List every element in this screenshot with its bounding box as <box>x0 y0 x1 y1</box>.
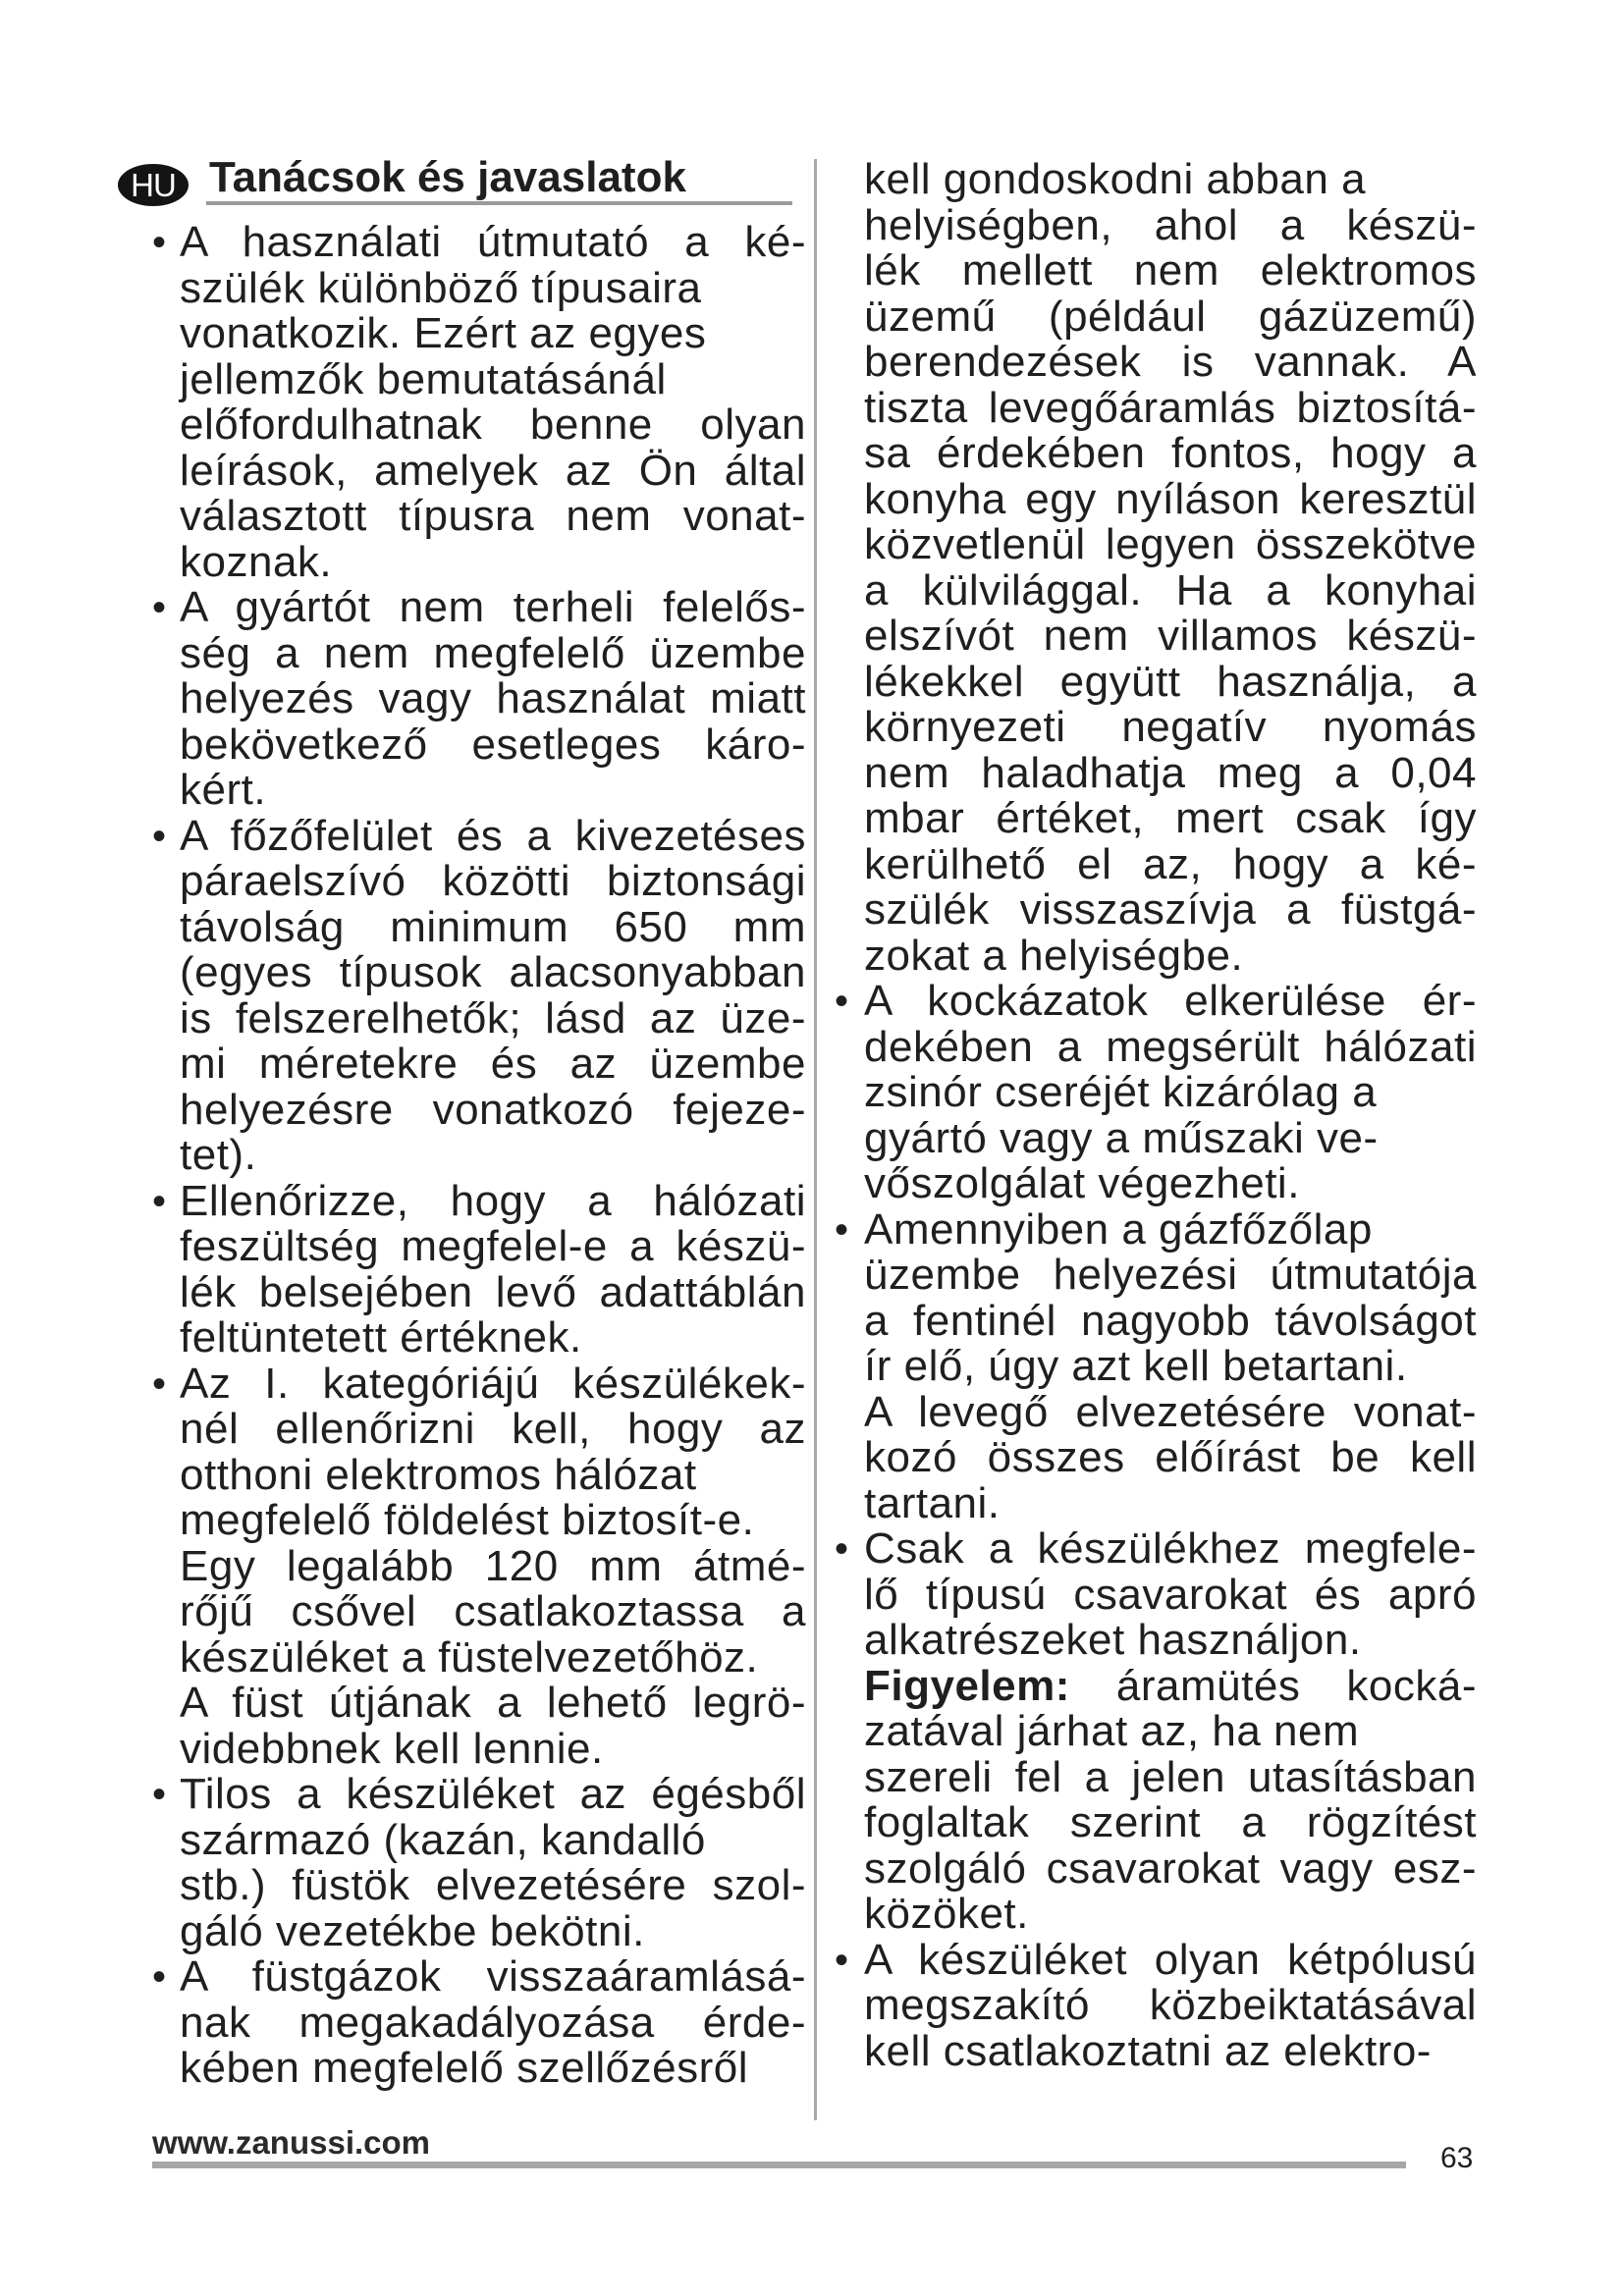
line-text: nak megakadályozása érde- <box>180 1998 806 2047</box>
text-line <box>180 354 807 403</box>
text-line <box>864 2026 1478 2075</box>
line-text: nél ellenőrizni kell, hogy az <box>180 1405 806 1453</box>
line-text: leírások, amelyek az Ön által <box>180 446 806 495</box>
text-line <box>864 1983 1478 2029</box>
line-text: Csak a készülékhez megfele- <box>864 1524 1477 1573</box>
line-text: stb.) füstök elvezetésére szol- <box>180 1861 806 1909</box>
line-text: megfelelő földelést biztosít-e. <box>180 1496 755 1544</box>
list-item <box>152 811 807 1179</box>
text-line <box>180 993 807 1042</box>
text-line <box>180 1724 807 1773</box>
text-line <box>864 1892 1478 1938</box>
text-line <box>864 931 1478 980</box>
line-text: A készüléket olyan kétpólusú <box>864 1935 1477 1984</box>
line-text: lékekkel együtt használja, a <box>864 657 1477 706</box>
line-text: lő típusú csavarokat és apró <box>864 1570 1477 1619</box>
line-text: zsinór cseréjét kizárólag a <box>864 1068 1378 1116</box>
line-text: páraelszívó közötti biztonsági <box>180 857 806 905</box>
line-text: lék mellett nem elektromos <box>864 246 1477 294</box>
warning-text: áramütés kocká- <box>1069 1661 1477 1710</box>
line-text: mi méretekre és az üzembe <box>180 1040 806 1088</box>
text-line <box>864 1570 1478 1619</box>
line-text: rőjű csővel csatlakoztassa a <box>180 1587 806 1635</box>
line-text: (egyes típusok alacsonyabban <box>180 948 806 996</box>
text-line <box>180 1407 807 1453</box>
line-text: A főzőfelület és a kivezetéses <box>180 811 806 860</box>
text-line <box>864 522 1478 568</box>
line-text: szülék különböző típusaira <box>180 263 702 312</box>
line-text: szolgáló csavarokat vagy esz- <box>864 1843 1477 1893</box>
text-line <box>864 1344 1478 1390</box>
line-text: szereli fel a jelen utasításban <box>864 1752 1477 1801</box>
text-line <box>180 220 807 266</box>
text-line <box>864 796 1478 842</box>
text-line <box>180 628 807 677</box>
line-text: konyha egy nyíláson keresztül <box>864 474 1477 523</box>
list-item <box>152 218 807 586</box>
line-text: megszakító közbeiktatásával <box>864 1981 1477 2029</box>
line-text: A kockázatok elkerülése ér- <box>864 977 1477 1025</box>
line-text: zatával járhat az, ha nem <box>864 1707 1360 1755</box>
text-line <box>864 1661 1478 1710</box>
bullet-marker: • <box>152 221 167 264</box>
bullet-marker: • <box>152 1955 167 1999</box>
text-line <box>180 1498 807 1544</box>
text-line <box>180 1224 807 1270</box>
line-text: tiszta levegőáramlás biztosítá- <box>864 383 1477 432</box>
text-line <box>864 340 1478 386</box>
line-text: üzemű (például gázüzemű) <box>864 292 1477 341</box>
text-line <box>864 474 1478 523</box>
line-text: alkatrészeket használjon. <box>864 1616 1362 1664</box>
list-item <box>152 1176 807 1362</box>
line-text: ség a nem megfelelő üzembe <box>180 628 806 677</box>
line-text: Az I. kategóriájú készülékek- <box>180 1359 806 1408</box>
bullet-marker: • <box>835 1938 849 1982</box>
text-line <box>864 705 1478 751</box>
text-line <box>864 1161 1478 1207</box>
list-item <box>864 157 1478 979</box>
text-line <box>180 311 807 357</box>
footer-website: www.zanussi.com <box>152 2124 431 2161</box>
text-line <box>180 902 807 951</box>
bullet-marker: • <box>152 1773 167 1816</box>
text-line <box>180 1267 807 1316</box>
text-line <box>180 950 807 996</box>
text-line <box>864 294 1478 341</box>
left-column <box>152 218 807 2092</box>
line-text: helyezésre vonatkozó fejeze- <box>180 1085 806 1134</box>
text-line <box>180 1315 807 1362</box>
line-text: kerülhető el az, hogy a ké- <box>864 839 1477 888</box>
line-text: gáló vezetékbe bekötni. <box>180 1906 645 1955</box>
text-line <box>180 402 807 449</box>
bullet-marker: • <box>835 980 849 1023</box>
text-line <box>180 1133 807 1179</box>
list-item <box>835 977 1478 1207</box>
text-line <box>864 1435 1478 1481</box>
text-line <box>180 1359 807 1408</box>
text-line <box>864 1709 1478 1755</box>
text-line <box>180 494 807 540</box>
line-text: nem haladhatja meg a 0,04 <box>864 748 1477 797</box>
text-line <box>864 1618 1478 1664</box>
text-line <box>180 1863 807 1909</box>
text-line <box>864 887 1478 934</box>
list-item <box>152 583 807 814</box>
line-text: a fentinél nagyobb távolságot <box>864 1296 1477 1345</box>
line-text: kell csatlakoztatni az elektro- <box>864 2026 1432 2075</box>
page-number: 63 <box>1440 2142 1474 2174</box>
line-text: A füstgázok visszaáramlásá- <box>180 1952 806 2001</box>
text-line <box>864 614 1478 660</box>
text-line <box>180 859 807 905</box>
text-line <box>180 1954 807 2001</box>
line-text: otthoni elektromos hálózat <box>180 1450 697 1499</box>
bullet-marker: • <box>152 586 167 629</box>
line-text: vőszolgálat végezheti. <box>864 1159 1300 1207</box>
line-text: helyiségben, ahol a készü- <box>864 200 1477 249</box>
text-line <box>180 1541 807 1590</box>
text-line <box>864 431 1478 477</box>
line-text: A gyártót nem terheli felelős- <box>180 583 806 631</box>
text-line <box>864 200 1478 249</box>
text-line <box>180 1589 807 1635</box>
text-line <box>180 1681 807 1727</box>
line-text: bekövetkező esetleges káro- <box>180 720 806 769</box>
line-text: közöket. <box>864 1890 1029 1938</box>
line-text: kozó összes előírást be kell <box>864 1433 1477 1481</box>
line-text: előfordulhatnak benne olyan <box>180 400 806 449</box>
text-line <box>864 839 1478 888</box>
line-text: Egy legalább 120 mm átmé- <box>180 1541 806 1590</box>
line-text: mbar értéket, mert csak így <box>864 794 1477 842</box>
section-title: Tanácsok és javaslatok <box>209 153 686 201</box>
line-text: sa érdekében fontos, hogy a <box>864 429 1477 477</box>
text-line <box>864 1070 1478 1116</box>
section-title-rule <box>206 201 792 205</box>
line-text: feltüntetett értéknek. <box>180 1313 582 1362</box>
list-item <box>152 1770 807 1955</box>
line-text: jellemzők bemutatásánál <box>180 354 667 403</box>
line-text: vonatkozik. Ezért az egyes <box>180 309 707 357</box>
line-text: közvetlenül legyen összekötve <box>864 520 1477 568</box>
line-text: is felszerelhetők; lásd az üze- <box>180 993 806 1042</box>
line-text: zokat a helyiségbe. <box>864 931 1244 980</box>
line-text: Amennyiben a gázfőzőlap <box>864 1204 1373 1254</box>
line-text: A füst útjának a lehető legrö- <box>180 1679 806 1727</box>
text-line <box>864 657 1478 706</box>
list-item <box>835 1204 1478 1527</box>
line-text: Tilos a készüléket az égésből <box>180 1770 806 1818</box>
line-text: tartani. <box>864 1478 1001 1527</box>
line-text: A levegő elvezetésére vonat- <box>864 1387 1477 1436</box>
text-line <box>864 748 1478 797</box>
line-text: tet). <box>180 1131 257 1179</box>
text-line <box>864 1800 1478 1846</box>
line-text: távolság minimum 650 mm <box>180 902 806 951</box>
line-text: üzembe helyezési útmutatója <box>864 1251 1477 1299</box>
line-text: a külvilággal. Ha a konyhai <box>864 565 1477 614</box>
text-line <box>864 1752 1478 1801</box>
text-line <box>180 263 807 312</box>
line-text: kért. <box>180 766 267 814</box>
text-line <box>864 1113 1478 1162</box>
text-line <box>180 1815 807 1864</box>
text-line <box>180 768 807 814</box>
line-text: berendezések is vannak. A <box>864 338 1477 386</box>
list-item <box>152 1359 807 1773</box>
bullet-marker: • <box>152 814 167 858</box>
text-line <box>864 1022 1478 1071</box>
text-line <box>864 565 1478 614</box>
text-line <box>180 1041 807 1088</box>
language-badge: HU <box>118 164 189 206</box>
line-text: videbbnek kell lennie. <box>180 1724 604 1773</box>
bullet-marker: • <box>835 1207 849 1252</box>
bullet-marker: • <box>835 1527 849 1571</box>
line-text <box>864 1662 1477 1710</box>
bullet-marker: • <box>152 1179 167 1223</box>
text-line <box>864 1296 1478 1345</box>
line-text: A használati útmutató a ké- <box>180 218 806 266</box>
line-text: gyártó vagy a műszaki ve- <box>864 1113 1379 1162</box>
text-line <box>180 1772 807 1818</box>
line-text: ír elő, úgy azt kell betartani. <box>864 1342 1408 1390</box>
text-line <box>180 446 807 495</box>
bullet-marker: • <box>152 1362 167 1406</box>
text-line <box>180 2046 807 2092</box>
text-line <box>864 157 1478 203</box>
text-line <box>180 1906 807 1955</box>
line-text: szülék visszaszívja a füstgá- <box>864 885 1477 934</box>
line-text: készüléket a füstelvezetőhöz. <box>180 1632 759 1682</box>
text-line <box>864 1935 1478 1984</box>
line-text: koznak. <box>180 537 333 586</box>
text-line <box>180 537 807 586</box>
text-line <box>864 1387 1478 1436</box>
line-text: választott típusra nem vonat- <box>180 492 806 540</box>
text-line <box>180 1632 807 1682</box>
line-text: foglaltak szerint a rögzítést <box>864 1798 1477 1846</box>
text-line <box>180 1085 807 1134</box>
line-text: származó (kazán, kandalló <box>180 1815 706 1864</box>
list-item <box>835 1524 1478 1938</box>
line-text: kell gondoskodni abban a <box>864 155 1367 203</box>
line-text: elszívót nem villamos készü- <box>864 612 1477 660</box>
text-line <box>864 1478 1478 1527</box>
text-line <box>180 585 807 631</box>
text-line <box>864 1526 1478 1573</box>
text-line <box>180 1176 807 1225</box>
text-line <box>864 1204 1478 1254</box>
list-item <box>835 1935 1478 2075</box>
right-column <box>835 155 1478 2075</box>
line-text: helyezés vagy használat miatt <box>180 674 806 722</box>
line-text: környezeti negatív nyomás <box>864 703 1477 751</box>
text-line <box>864 383 1478 432</box>
line-text: lék belsejében levő adattáblán <box>180 1267 806 1316</box>
text-line <box>180 811 807 860</box>
text-line <box>180 722 807 769</box>
column-divider <box>814 159 817 2120</box>
text-line <box>180 1450 807 1499</box>
text-line <box>864 1253 1478 1299</box>
line-text: Ellenőrizze, hogy a hálózati <box>180 1176 806 1225</box>
text-line <box>864 248 1478 294</box>
line-text: dekében a megsérült hálózati <box>864 1022 1477 1071</box>
text-line <box>864 1843 1478 1893</box>
footer-rule <box>152 2162 1406 2168</box>
line-text: feszültség megfelel-e a készü- <box>180 1222 806 1270</box>
warning-label: Figyelem: <box>864 1661 1070 1710</box>
text-line <box>180 1998 807 2047</box>
text-line <box>864 979 1478 1025</box>
text-line <box>180 676 807 722</box>
line-text: kében megfelelő szellőzésről <box>180 2044 748 2092</box>
list-item <box>152 1952 807 2092</box>
